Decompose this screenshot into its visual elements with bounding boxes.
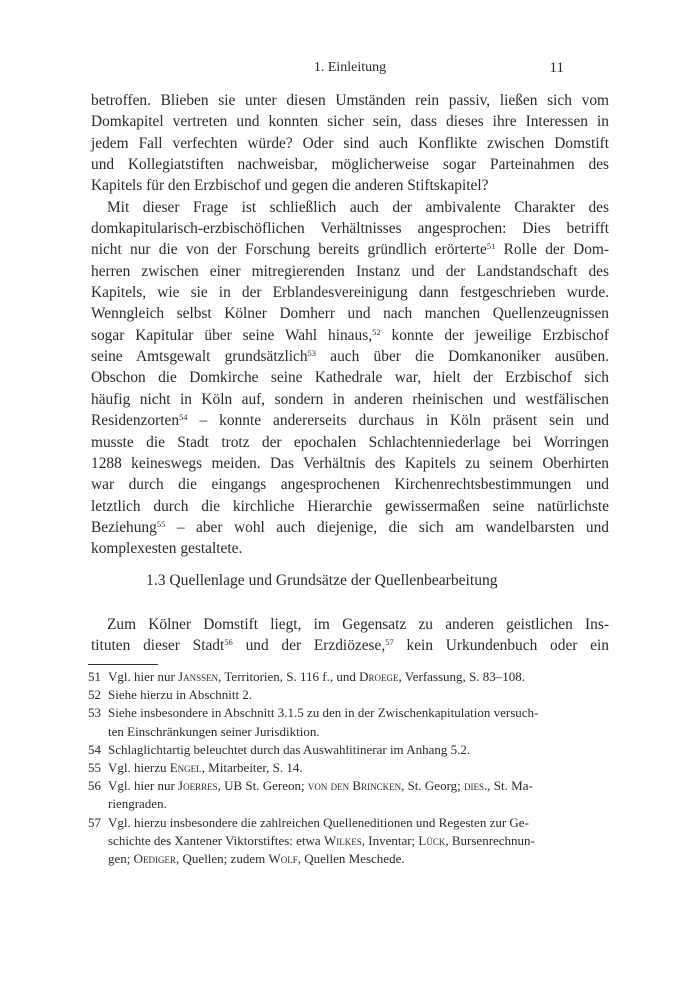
author-name: Janssen xyxy=(178,669,219,684)
text-fragment: – aber wohl auch diejenige, die sich am wandelbarsten und xyxy=(165,518,609,536)
author-name: Wilkes xyxy=(323,832,362,848)
text-line xyxy=(108,832,608,850)
text-fragment: sogar Kapitular über seine Wahl hinaus, xyxy=(91,326,373,344)
text-line xyxy=(91,410,609,431)
text-line: musste die Stadt trotz der epochalen Schlachtenniederlage bei Worringen xyxy=(91,433,609,451)
footnote-text xyxy=(108,777,608,813)
footnote-number: 51 xyxy=(88,669,101,684)
text-line: Mit dieser Frage ist schließlich auch der ambivalente Charakter des xyxy=(107,198,609,216)
footnote-52 xyxy=(88,686,608,704)
author-name: Lück xyxy=(418,832,446,848)
text-fragment: und der Erzdiözese, xyxy=(232,637,386,655)
text-line: Wenngleich selbst Kölner Domherr und nach manchen Quellenzeugnissen xyxy=(91,305,609,323)
text-line xyxy=(91,517,609,538)
running-title: 1. Einleitung xyxy=(313,60,387,75)
text-line xyxy=(91,635,609,656)
text-line xyxy=(91,325,609,346)
footnote-divider xyxy=(88,664,158,665)
text-line: Kapitels, wie sie in der Erblandesvereinigung dann festgeschrieben wurde. xyxy=(91,284,609,302)
footnote-text xyxy=(108,814,608,869)
text-fragment: schichte des Xantener Viktorstiftes: etwa xyxy=(108,832,324,848)
text-line: Siehe insbesondere in Abschnitt 3.1.5 zu den in der Zwischenkapitulation versuch- xyxy=(108,705,539,721)
text-line: häufig nicht in Köln auf, sondern in anderen rheinischen und westfälischen xyxy=(91,390,609,408)
text-line: und Kollegiatstiften nachweisbar, möglicherweise sogar Parteinahmen des xyxy=(91,156,609,174)
footnote-number: 55 xyxy=(88,760,101,776)
footnote-53 xyxy=(88,704,608,740)
text-line: 1288 keineswegs meiden. Das Verhältnis des Kapitels zu seinem Oberhirten xyxy=(91,454,609,472)
text-fragment: tituten dieser Stadt xyxy=(91,637,225,655)
author-name: Joerres xyxy=(178,778,218,794)
body-text-section xyxy=(91,614,609,657)
text-fragment: , UB St. Gereon; xyxy=(217,778,308,794)
text-fragment: , Territorien, S. 116 f., und xyxy=(218,669,360,684)
footnote-54 xyxy=(88,741,608,759)
text-line xyxy=(91,346,609,367)
author-name: Oediger xyxy=(133,851,177,867)
footnote-number: 54 xyxy=(88,741,101,757)
text-fragment: , St. Georg; xyxy=(401,778,465,794)
text-line: Zum Kölner Domstift liegt, im Gegensatz zu anderen geistlichen Ins- xyxy=(107,616,609,633)
text-fragment: , Quellen; zudem xyxy=(176,851,269,867)
text-line: herren zwischen einer mitregierenden Instanz und der Landstandschaft des xyxy=(91,262,609,280)
text-fragment: , Quellen Meschede. xyxy=(297,851,405,867)
author-name: Engel xyxy=(169,760,202,776)
text-fragment: konnte der jeweilige Erzbischof xyxy=(380,326,609,344)
footnotes xyxy=(88,668,608,868)
footnote-text xyxy=(108,704,608,740)
footnote-text xyxy=(108,759,608,777)
text-line xyxy=(91,239,609,260)
text-fragment: seine Amtsgewalt grundsätzlich xyxy=(91,348,308,366)
text-line: Kapitels für den Erzbischof und gegen die anderen Stiftskapitel? xyxy=(91,177,489,195)
text-fragment: Rolle der Dom- xyxy=(495,241,610,259)
text-line: betroffen. Blieben sie unter diesen Umständen rein passiv, ließen sich vom xyxy=(91,92,609,109)
text-line: Obschon die Domkirche seine Kathedrale war, hielt der Erzbischof sich xyxy=(91,369,609,387)
text-line: riengraden. xyxy=(108,796,167,812)
text-fragment: , Inventar; xyxy=(361,832,419,848)
text-fragment: , Bursenrechnun- xyxy=(445,832,535,848)
text-line: Domkapitel vertreten und konnten sicher sein, dass dieses ihre Interessen in xyxy=(91,113,609,131)
text-line: komplexesten gestaltete. xyxy=(91,540,243,558)
text-fragment: Vgl. hierzu xyxy=(108,760,170,776)
footnote-56 xyxy=(88,777,608,813)
footnote-text xyxy=(108,668,608,686)
text-fragment: gen; xyxy=(108,851,134,867)
footnote-number: 53 xyxy=(88,705,101,721)
footnote-57 xyxy=(88,814,608,869)
footnote-ref-52[interactable]: 52 xyxy=(372,326,381,337)
footnote-ref-55[interactable]: 55 xyxy=(156,518,166,529)
text-fragment: , Mitarbeiter, S. 14. xyxy=(201,760,303,776)
text-line: domkapitularisch-erzbischöflichen Verhältnisses angesprochen: Dies betrifft xyxy=(91,220,609,238)
text-fragment: – konnte andererseits durchaus in Köln präsent sein und xyxy=(187,412,609,430)
section-heading: 1.3 Quellenlage und Grundsätze der Quellenbearbeitung xyxy=(146,572,498,589)
author-name: Droege xyxy=(359,669,399,684)
text-fragment: nicht nur die von der Forschung bereits gründlich erörterte xyxy=(91,241,487,259)
text-fragment: Beziehung xyxy=(91,518,157,536)
footnote-ref-57[interactable]: 57 xyxy=(385,637,394,648)
text-line xyxy=(108,777,608,795)
footnote-ref-53[interactable]: 53 xyxy=(307,348,317,359)
text-fragment: auch über die Domkanoniker ausüben. xyxy=(316,348,609,366)
text-line: ten Einschränkungen seiner Jurisdiktion. xyxy=(108,723,320,739)
text-fragment: Vgl. hier nur xyxy=(108,778,179,794)
footnote-number: 57 xyxy=(88,814,101,830)
running-header xyxy=(91,60,609,82)
footnote-number: 52 xyxy=(88,687,101,703)
footnote-ref-56[interactable]: 56 xyxy=(224,637,233,648)
footnote-ref-51[interactable]: 51 xyxy=(486,241,496,252)
text-line: war durch die eingangs angesprochenen Kirchenrechtsbestimmungen und xyxy=(91,476,609,494)
text-fragment: , St. Ma- xyxy=(487,778,533,794)
footnote-55 xyxy=(88,759,608,777)
footnote-51 xyxy=(88,668,608,686)
text-line xyxy=(108,850,608,868)
text-line: letztlich durch die kirchliche Hierarchie gewissermaßen seine natürlichste xyxy=(91,497,609,515)
author-name: dies. xyxy=(464,778,488,794)
footnote-number: 56 xyxy=(88,778,101,794)
text-fragment: Vgl. hier nur xyxy=(108,669,179,684)
text-line: jedem Fall verfechten würde? Oder sind auch Konflikte zwischen Domstift xyxy=(91,134,609,152)
author-name: von den Brincken xyxy=(307,778,402,794)
body-text xyxy=(91,90,609,560)
footnote-ref-54[interactable]: 54 xyxy=(179,412,188,423)
text-fragment: Residenzorten xyxy=(91,412,180,430)
page-number: 11 xyxy=(549,60,564,76)
footnote-text: Schlaglichtartig beleuchtet durch das Auswahlitinerar im Anhang 5.2. xyxy=(108,741,471,757)
author-name: Wolf xyxy=(268,851,298,867)
footnote-text: Siehe hierzu in Abschnitt 2. xyxy=(108,687,253,703)
text-fragment: , Verfassung, S. 83–108. xyxy=(398,669,526,684)
text-fragment: kein Urkundenbuch oder ein xyxy=(393,637,609,655)
text-line: Vgl. hierzu insbesondere die zahlreichen Quelleneditionen und Regesten zur Ge- xyxy=(108,814,529,830)
paragraph-1 xyxy=(91,90,609,197)
paragraph-3 xyxy=(91,614,609,657)
paragraph-2 xyxy=(91,197,609,560)
